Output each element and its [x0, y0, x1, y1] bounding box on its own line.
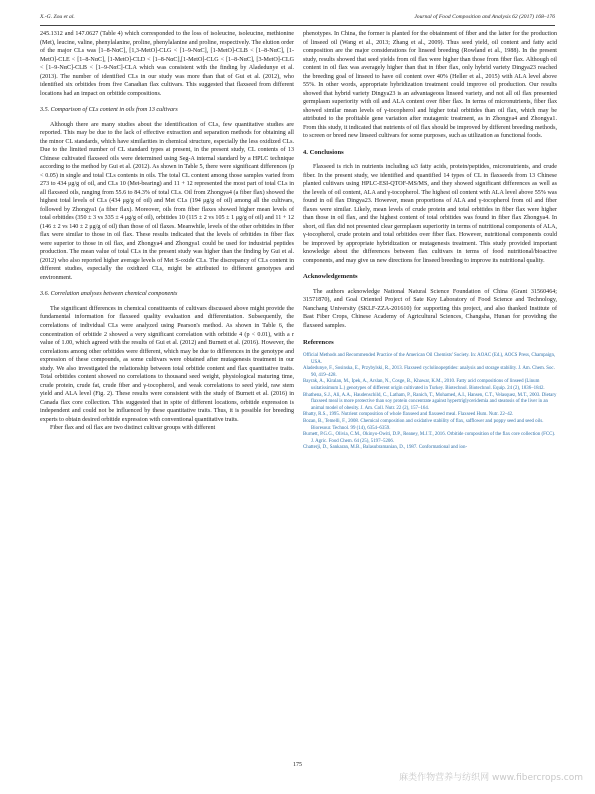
- reference-item[interactable]: Bayrak, A., Kiralan, M., Ipek, A., Arslan, N., Cosge, B., Khawar, K.M., 2010. Fatty acid compositions of linseed (Linum usitatissimum L.) genotypes of different origin cultivated in Turkey. Biotechnol. Biotechnol. Equip. 24 (2), 1836–1842.: [303, 379, 545, 391]
- watermark: 麻类作物营养与纺织网 www.fibercrops.com: [399, 773, 583, 783]
- section-heading-acknowledgements: Acknowledgements: [303, 273, 358, 281]
- section-heading-3-6: 3.6. Correlation analyses between chemical components: [40, 291, 178, 298]
- page-number: 175: [293, 762, 302, 768]
- section-heading-conclusions: 4. Conclusions: [303, 148, 344, 156]
- header-rule: [40, 25, 555, 26]
- reference-item[interactable]: Official Methods and Recommended Practice of the American Oil Chemists' Society. In: AOAC (Ed.), AOCS Press, Champaign, USA.: [303, 353, 556, 365]
- paragraph: phenotypes. In China, the former is planted for the obtainment of fiber and the latter for the production of linseed oil (Wang et al., 2013; Zhang et al., 2009). Thus seed yield, oil content and fatty acid composition are the major considerations for linseed breeding (Rowland et al., 1988). In the present study, results showed that seed yields from oil flax were higher than those from fiber flax. Although oil content in oil flax was averagely higher than that in fiber flax, only hybrid variety Dingya23 reached the breeding goal of linseed to have oil content over 40% (Heller et al., 2015) with ALA level above 55%. In other words, appropriate hybridization treatment could improve oil production. Our results showed that hybrid variety Dingya23 is an advantageous linseed variety, and not all oil flax presented germplasm superiority with oil and ALA content over fiber flax. In terms of micronutrients, fiber flax showed similar mean levels of γ-tocopherol and higher total orbitides than oil flax, which may be attributed to the profitable gene variation after mutagenic treatment, as in Zhongya4 and Zhongya1. From this study, it indicated that nutrients of oil flax should be improved by different breeding methods, to screen or breed new linseed cultivars for some purposes, such as utilization as functional foods.: [303, 31, 557, 140]
- reference-item[interactable]: Bozan, B., Temelli, F., 2008. Chemical composition and oxidative stability of flax, safflower and poppy seed and seed oils. Bioresour. Technol. 99 (14), 6354–6359.: [303, 418, 544, 431]
- section-heading-references: References: [303, 338, 334, 346]
- paragraph: The authors acknowledge National Natural Science Foundation of China (Grant 31560464; 31571870), and Goal Oriented Project of Sate Key Laboratory of Food Science and Technology, Nanchang University (SKLF-ZZA-201610) for supporting this project, and also thanked Institute of Bast Fiber Crops, Chinese Academy of Agricultural Sciences, Changsha, Hunan for providing the flaxseed samples.: [303, 288, 557, 329]
- paragraph: The significant differences in chemical constituents of cultivars discussed above might provide the fundamental information for flaxseed quality evaluation and differentiation. Subsequently, the correlations of individual CLs were analyzed using Pearson's method. As shown in Table 6, the concentration of orbitide 2 showed a very significant correlation with orbitide 4 (p < 0.01), with a r value of 1.00, which agreed with the results of Gui et al. (2012) and Burnett et al. (2016). However, the correlations among other orbitides were different, which may be due to differences in the genotype and expression of these compounds, as some cultivars were obtained after mutagenesis treatment in our study. We also investigated the relationship between total orbitide content and flax quantitative traits. Total orbitides content showed no correlations to thousand seed weight, physiological maturing time, crude protein, crude fat, crude fiber and γ-tocopherol, and weak correlations to seed yield, raw stem yield and ALA level (Fig. 2). These results were consistent with the study of Burnett et al. (2016) in Canada flax core collection. This suggested that in spite of different locations, orbitide expression is independent and could not be influenced by these quantitative traits. Thus, it is possible for breeding experts to obtain desired orbitide expression with conventional quantitative traits.: [40, 305, 294, 423]
- paragraph: Although there are many studies about the identification of CLs, few quantitative studies are reported. This may be due to the lack of effective extraction and separation methods for obtaining all the minor CL standards, which have similarities in chemical structure, especially the less oxidized CLs. Due to the limited number of CL standard types at present, in the present study, CL contents of 13 Chinese cultivated flaxseed oils were determined using Seg-A internal standard by a HPLC technique according to the method by Gui et al. (2012). As shown in Table 5, there were significant differences (p < 0.05) in single and total CLs contents in oils. The total CL content among those samples varied from 273 to 434 μg/g of oil, and CLs 10 (Met-bearing) and 11 + 12 represented the most part of total CLs in all flaxseed oils, ranging from 55.6 to 84.3% of total CLs. Oil from Zhongya4 (a fiber flax) showed the highest total levels of CLs (434 μg/g of oil) and Met CLs (194 μg/g of oil) among all the cultivars, followed by Zhongya1 (a fiber flax). Moreover, oils from fiber flaxes showed higher mean levels of total orbitides (350 ± 3 vs 335 ± 4 μg/g of oil), orbitides 10 (115 ± 2 vs 105 ± 1 μg/g of oil) and 11 + 12 (146 ± 2 vs 140 ± 2 μg/g of oil) than those of oil flaxes. Meanwhile, levels of the other orbitides in fiber flax were similar to those in oil flax. These results indicated that the levels of orbitides in fiber flax were superior to those in oil flax, and Zhongya4 and Zhongya1 could be used for industrial peptides production. The mean value of total CLs in the present study was higher than the finding by Gui et al. (2012) who also reported higher average levels of Met S-oxide CLs. The discrepancy of CLs content in different studies, especially the oxidized CLs, might be attributed to different genotypes and environment.: [40, 121, 294, 281]
- paragraph: 245.1312 and 147.0627 (Table 4) which corresponded to the loss of isoleucine, isoleucine, methionine (Met), leucine, valine, phenylalanine, proline, phenylalanine and proline, respectively. The elution order of the major CLs was [1–8-NαC], [1,3-MetO]-CLG < [1–9-NαC], [1-MetO]-CLB < [1–8-NαC], [1-MetO]-CLE < [1–8-NαC], [1-MetO]-CLD < [1–8-NαC],[1-MetO]-CLG < [1–8-NαC], [3-MetO]-CLG < [1–9-NαC]-CLB < [1–9-NαC]-CLA which was consistent with the finding by Aladedunye et al. (2013). The number of identified CLs in our study was more than that of Gui et al. (2012), who identified six orbitides from five Canadian flax cultivars. This suggested that flaxseed from different locations had an impact on orbitide compositions.: [40, 31, 294, 97]
- left-column: [40, 30, 294, 433]
- section-heading-3-5: 3.5. Comparison of CLs content in oils from 13 cultivars: [40, 107, 178, 114]
- reference-item[interactable]: Aladedunye, F., Sosinska, E., Przybylski, R., 2013. Flaxseed cyclolinopeptides: analysis and storage stability. J. Am. Chem. Soc. 90, 419–428.: [303, 366, 555, 378]
- reference-item[interactable]: Bhathena, S.J., Ali, A.A., Haudenschild, C., Latham, P., Ranich, T., Mohamed, A.I., Hansen, C.T., Velasquez, M.T., 2003. Dietary flaxseed meal is more protective than soy protein concentrate against hypertriglyceridemia and steatosis of the liver in an animal model of obesity. J. Am. Coll. Nutr. 22 (2), 157–164.: [303, 392, 557, 411]
- reference-list: [303, 353, 557, 452]
- header-authors: X.-G. Zou et al.: [40, 14, 75, 20]
- paragraph: Flaxseed is rich in nutrients including ω3 fatty acids, protein/peptides, micronutrients, and crude fiber. In the present study, we identified and quantified 14 types of CL in flaxseeds from 13 Chinese planted cultivars using HPLC-ESI-QTOF-MS/MS, and they showed significant differences as well as the levels of oil content, ALA and γ-tocopherol. The highest oil content with ALA level above 55% was found in oil flax Dingya23. However, mean proportions of ALA and γ-tocopherol from oil and fiber flaxes were similar. Likely, mean levels of crude protein and total orbitides in fiber flax were higher than those in oil flax, and the highest content of total orbitides was found in fiber flax Zhongya4. In short, oil flax did not presented clear germplasm superiority in terms of nutritional components of ALA, γ-tocopherol, crude protein and total orbitides over fiber flax. However, nutritional components could be improved by appropriate hybridization or mutagenesis treatment. This study provided important knowledge about the differences between flax cultivars in terms of food nutritional/bioactive components, and may give us new directions for linseed breeding to improve its nutritional quality.: [303, 164, 557, 264]
- reference-item[interactable]: Burnett, P.G.G., Olivia, C.M., Okinyo-Owiti, D.P., Reaney, M.J.T., 2016. Orbitide composition of the flax core collection (FCC). J. Agric. Food Chem. 64 (25), 5197–5206.: [303, 432, 556, 444]
- reference-item[interactable]: Chatterji, D., Sankaran, M.B., Balasubramanian, D., 1987. Conformational and ion-: [303, 445, 468, 451]
- header-journal: Journal of Food Composition and Analysis 62 (2017) 168–176: [414, 14, 555, 20]
- reference-item[interactable]: Bhatty, R.S., 1995. Nutrient composition of whole flaxseed and flaxseed meal. Flaxseed Hum. Nutr. 22–42.: [303, 412, 514, 418]
- right-column: [303, 30, 557, 452]
- paragraph: Fiber flax and oil flax are two distinct cultivar groups with different: [50, 425, 216, 432]
